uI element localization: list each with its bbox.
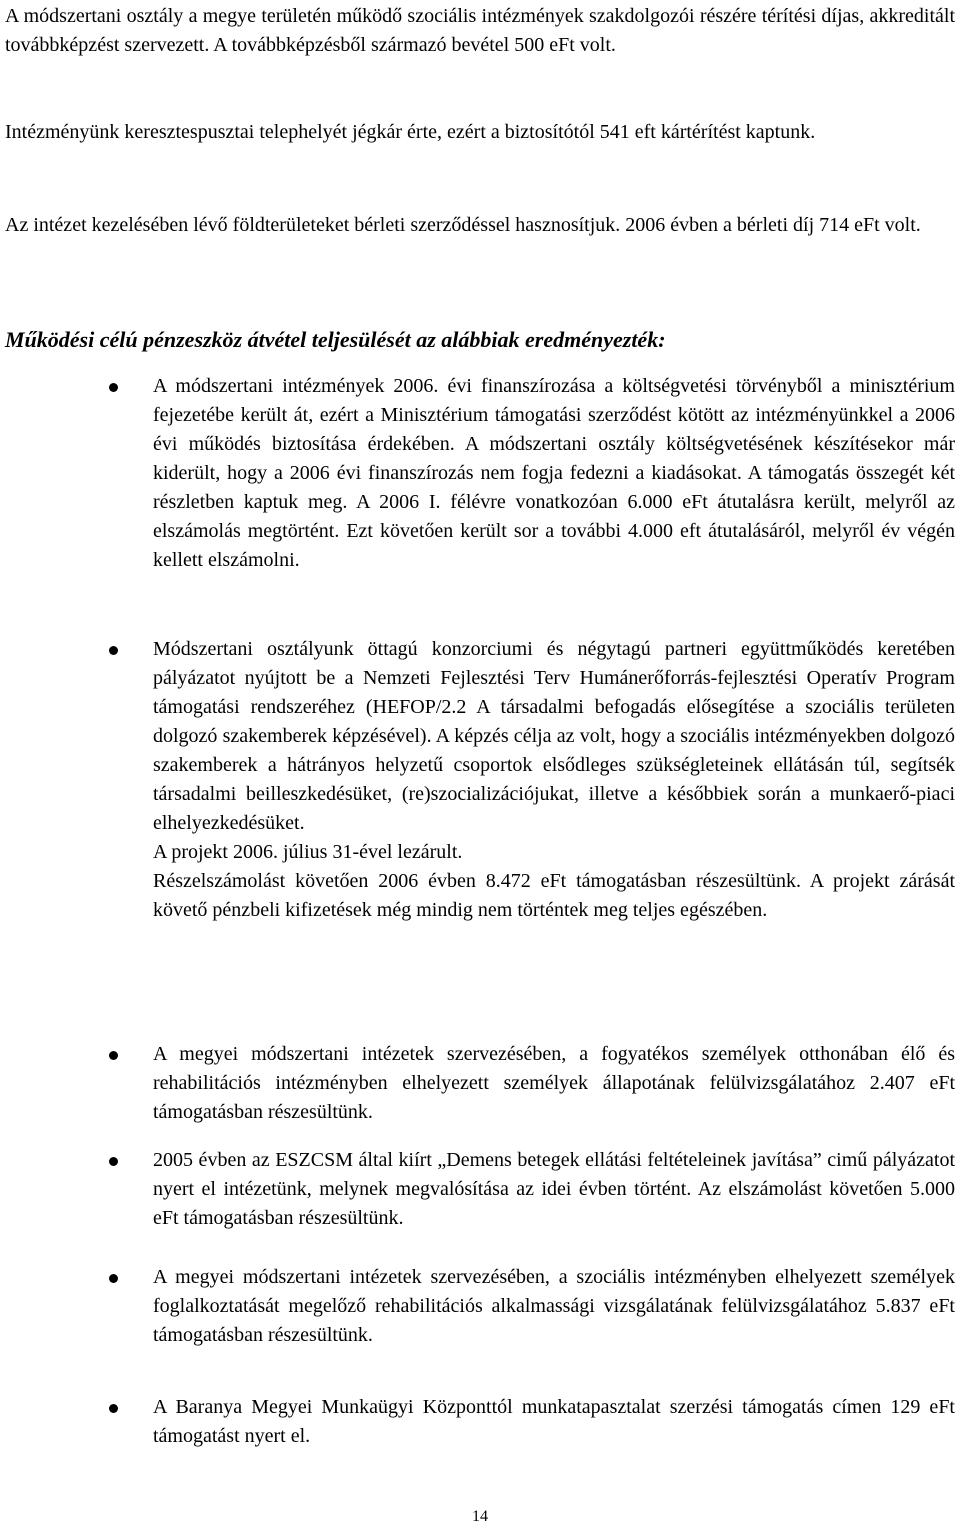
list-item-body	[153, 1393, 955, 1451]
bullet-icon	[109, 646, 118, 655]
paragraph-training-income: A módszertani osztály a megye területén működő szociális intézmények szakdolgozói részére térítési díjas, akkreditált továbbképzést szervezett. A továbbképzésből származó bevétel 500 eFt volt.	[5, 5, 955, 56]
paragraph-hail-damage: Intézményünk keresztespusztai telephelyét jégkár érte, ezért a biztosítótól 541 eft kártérítést kaptunk.	[5, 121, 816, 143]
list-item-subline: Részelszámolást követően 2006 évben 8.472 eFt támogatásban részesültünk. A projekt zárását követő pénzbeli kifizetések még mindig nem történtek meg teljes egészében.	[153, 870, 955, 921]
list-item-text: A megyei módszertani intézetek szervezésében, a fogyatékos személyek otthonában élő és rehabilitációs intézményben elhelyezett személyek állapotának felülvizsgálatához 2.407 eFt támogatásban részesültünk.	[153, 1043, 955, 1123]
list-item-subline: A projekt 2006. július 31-ével lezárult.	[153, 841, 463, 863]
bullet-icon	[109, 1157, 118, 1166]
list-item-text: 2005 évben az ESZCSM által kiírt „Demens betegek ellátási feltételeinek javítása” cimű pályázatot nyert el intézetünk, melynek megvalósítása az idei évben történt. Az elszámolást követően 5.000 eFt támogatásban részesültünk.	[153, 1149, 955, 1229]
bullet-icon	[109, 1051, 118, 1060]
page-number: 14	[472, 1508, 488, 1525]
list-item-text: A módszertani intézmények 2006. évi finanszírozása a költségvetési törvényből a minisztérium fejezetébe került át, ezért a Minisztérium támogatási szerződést kötött az intézményünkkel a 2006 évi működés biztosítása érdekében. A módszertani osztály költségvetésének készítésekor már kiderült, hogy a 2006 évi finanszírozás nem fogja fedezni a kiadásokat. A támogatás összegét két részletben kaptuk meg. A 2006 I. félévre vonatkozóan 6.000 eFt átutalásra került, melyről az elszámolás megtörtént. Ezt követően került sor a további 4.000 eft átutalásáról, melyről év végén kellett elszámolni.	[153, 375, 955, 571]
list-item-body	[153, 372, 955, 575]
bullet-icon	[109, 1404, 118, 1413]
paragraph-land-lease: Az intézet kezelésében lévő földterületeket bérleti szerződéssel hasznosítjuk. 2006 évben a bérleti díj 714 eFt volt.	[5, 214, 921, 236]
list-item-body	[153, 1146, 955, 1233]
list-item-text: A Baranya Megyei Munkaügyi Központtól munkatapasztalat szerzési támogatás címen 129 eFt támogatást nyert el.	[153, 1396, 955, 1447]
list-item-text: A megyei módszertani intézetek szervezésében, a szociális intézményben elhelyezett személyek foglalkoztatását megelőző rehabilitációs alkalmassági vizsgálatának felülvizsgálatához 5.837 eFt támogatásban részesültünk.	[153, 1266, 955, 1346]
bullet-icon	[109, 1274, 118, 1283]
list-item-text: Módszertani osztályunk öttagú konzorciumi és négytagú partneri együttműködés keretében pályázatot nyújtott be a Nemzeti Fejlesztési Terv Humánerőforrás-fejlesztési Operatív Program támogatási rendszeréhez (HEFOP/2.2 A társadalmi befogadás elősegítése a szociális területen dolgozó szakemberek képzésével). A képzés célja az volt, hogy a szociális intézményekben dolgozó szakemberek a hátrányos helyzetű csoportok elsődleges szükségleteinek ellátásán túl, segítsék társadalmi beilleszkedésüket, (re)szocializációjukat, illetve a későbbiek során a munkaerő-piaci elhelyezkedésüket.	[153, 638, 955, 834]
list-item-body	[153, 1263, 955, 1350]
list-item-body	[153, 635, 955, 925]
list-item-body	[153, 1040, 955, 1127]
bullet-icon	[109, 383, 118, 392]
section-heading: Működési célú pénzeszköz átvétel teljesülését az alábbiak eredményezték:	[5, 327, 666, 352]
